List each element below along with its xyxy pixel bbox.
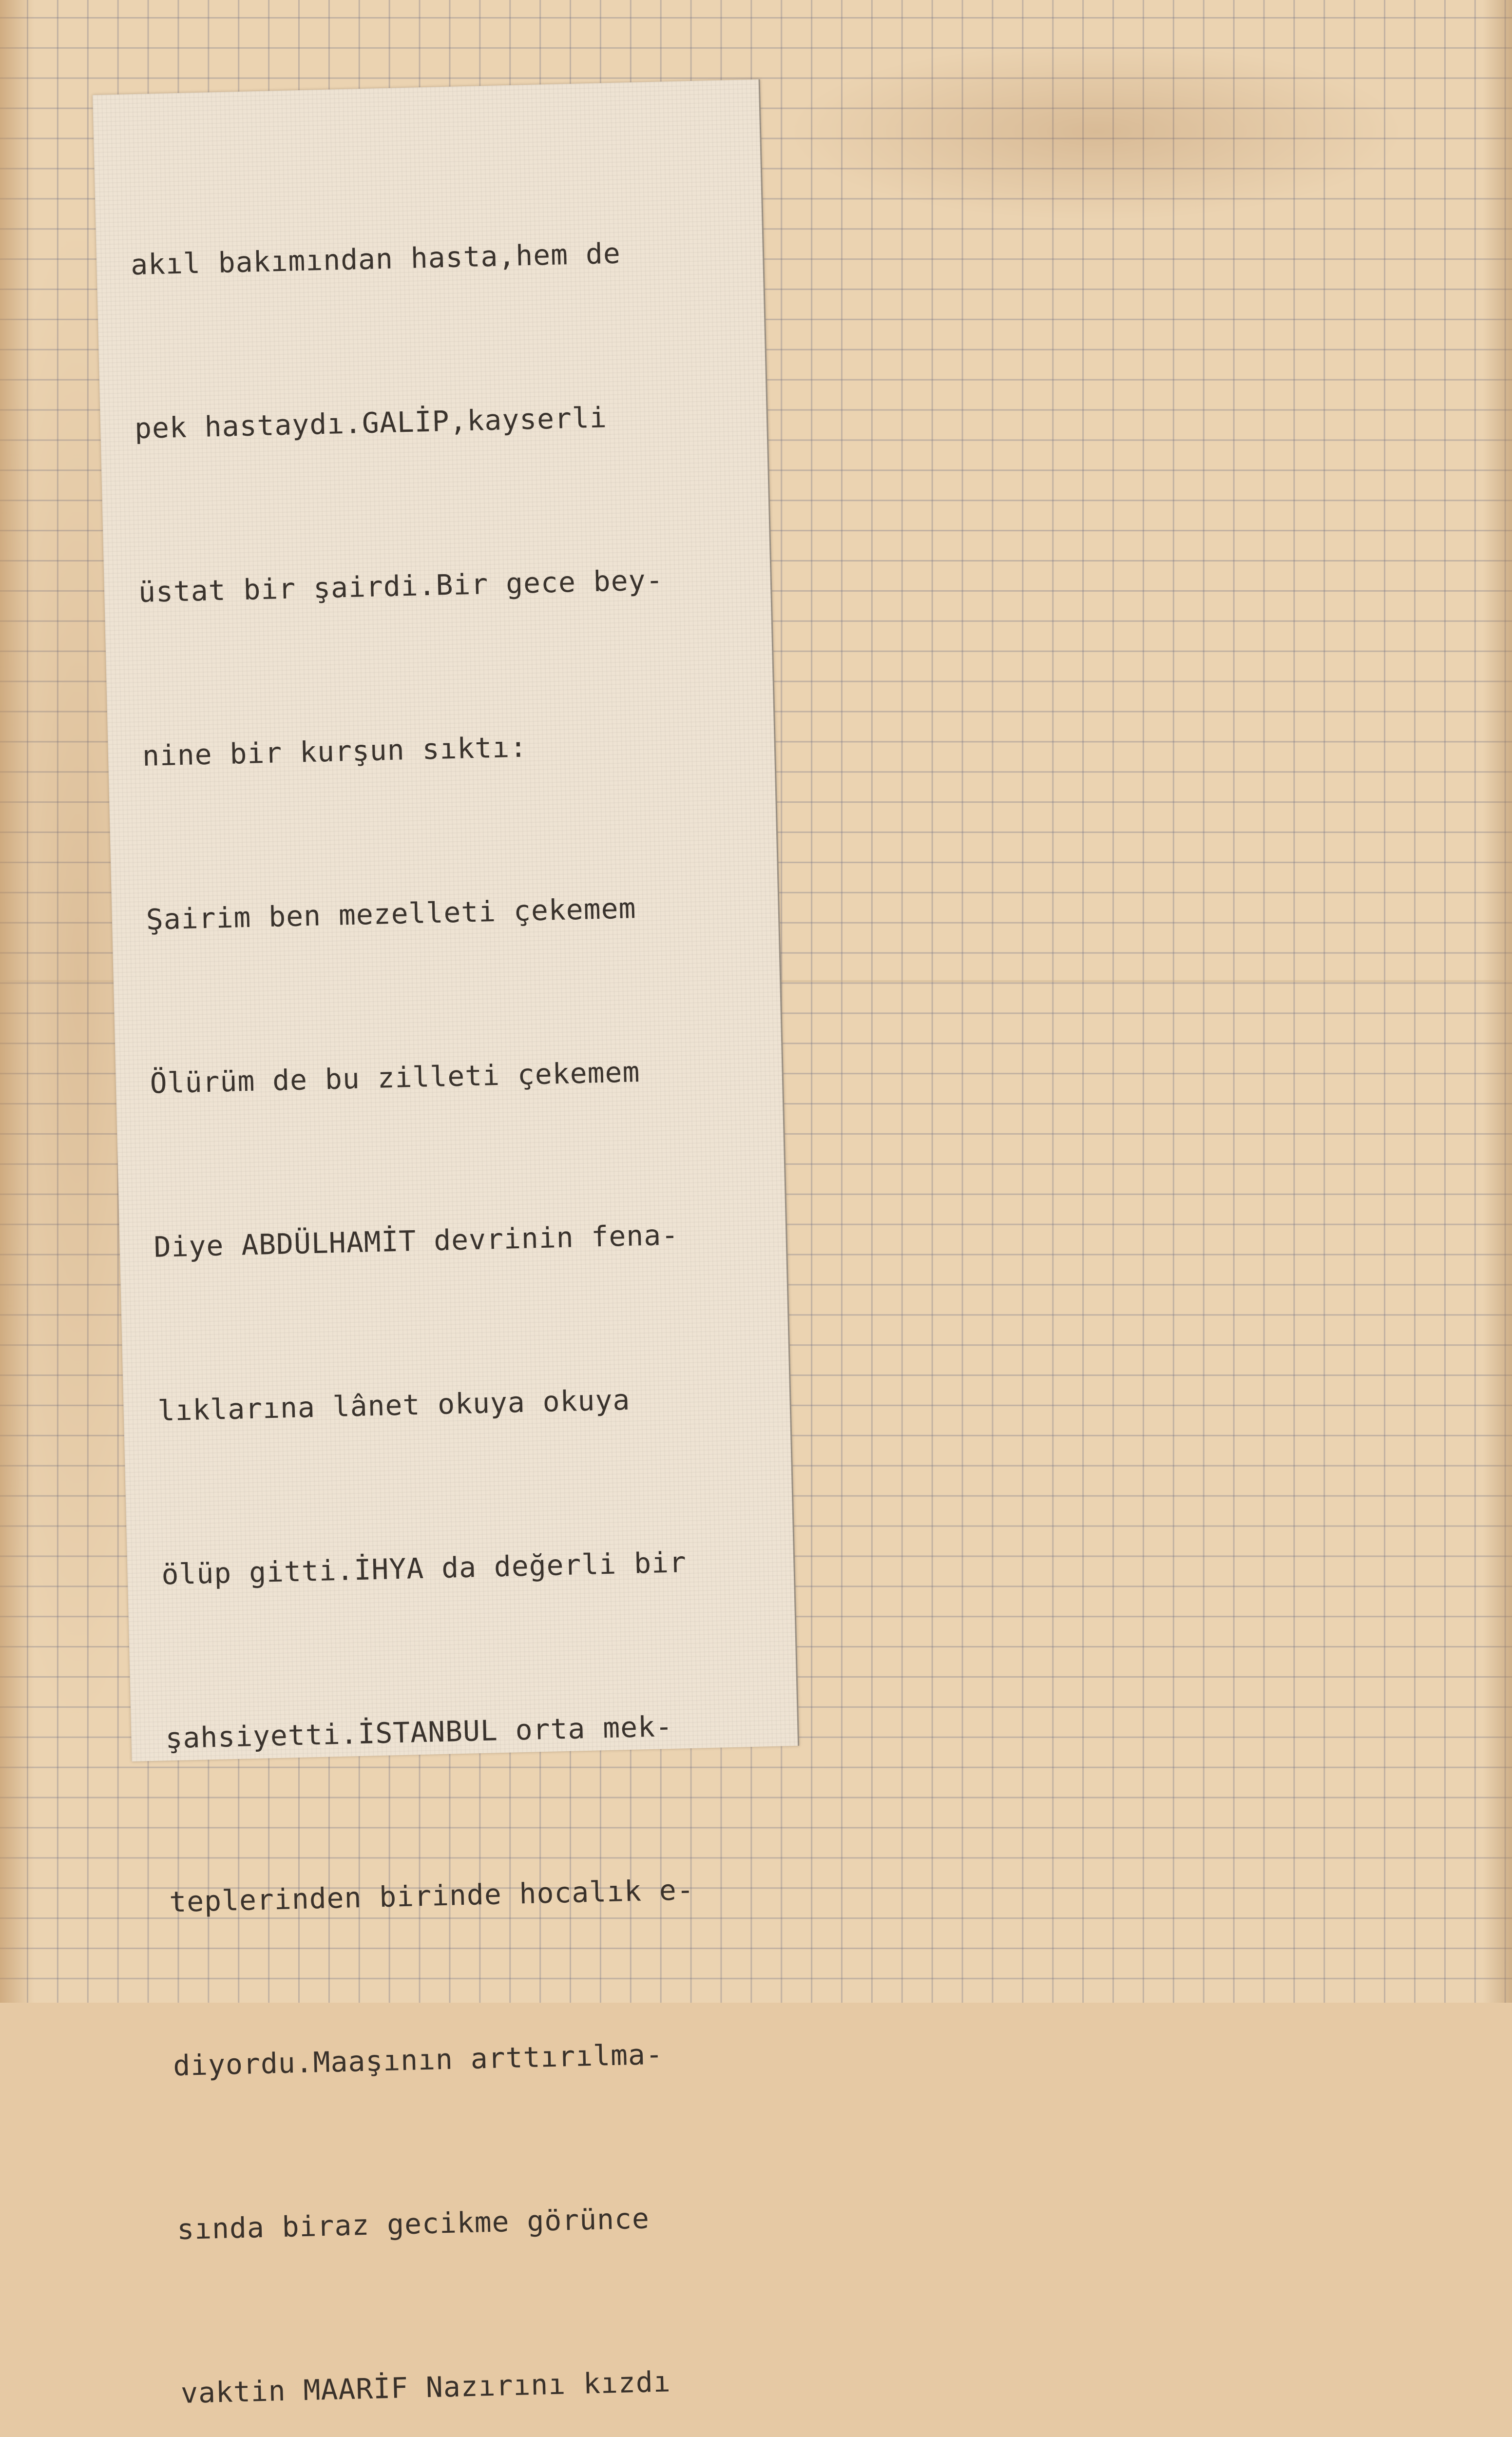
text-line: nine bir kurşun sıktı: bbox=[142, 730, 528, 773]
text-line: ölüp gitti.İHYA da değerli bir bbox=[161, 1546, 687, 1591]
text-line: sında biraz gecikme görünce bbox=[176, 2202, 650, 2246]
paper-edge-shadow-left bbox=[0, 0, 34, 2003]
text-line: teplerinden birinde hocalık e- bbox=[169, 1873, 695, 1919]
paper-edge-shadow-right bbox=[1483, 0, 1512, 2003]
text-line: akıl bakımından hasta,hem de bbox=[130, 236, 621, 282]
text-line: Diye ABDÜLHAMİT devrinin fena- bbox=[153, 1218, 679, 1264]
text-line: diyordu.Maaşının arttırılma- bbox=[172, 2037, 664, 2083]
text-line: üstat bir şairdi.Bir gece bey- bbox=[138, 563, 664, 609]
text-line: vaktin MAARİF Nazırını kızdı bbox=[180, 2365, 671, 2410]
text-line: Şairim ben mezelleti çekemem bbox=[146, 891, 637, 936]
text-line: şahsiyetti.İSTANBUL orta mek- bbox=[165, 1709, 673, 1755]
text-line: pek hastaydı.GALİP,kayserli bbox=[134, 401, 608, 445]
newspaper-clipping bbox=[93, 79, 799, 2410]
text-line: Ölürüm de bu zilleti çekemem bbox=[150, 1055, 641, 1100]
text-line: lıklarına lânet okuya okuya bbox=[157, 1383, 631, 1428]
clipping-text-column bbox=[128, 114, 867, 2437]
